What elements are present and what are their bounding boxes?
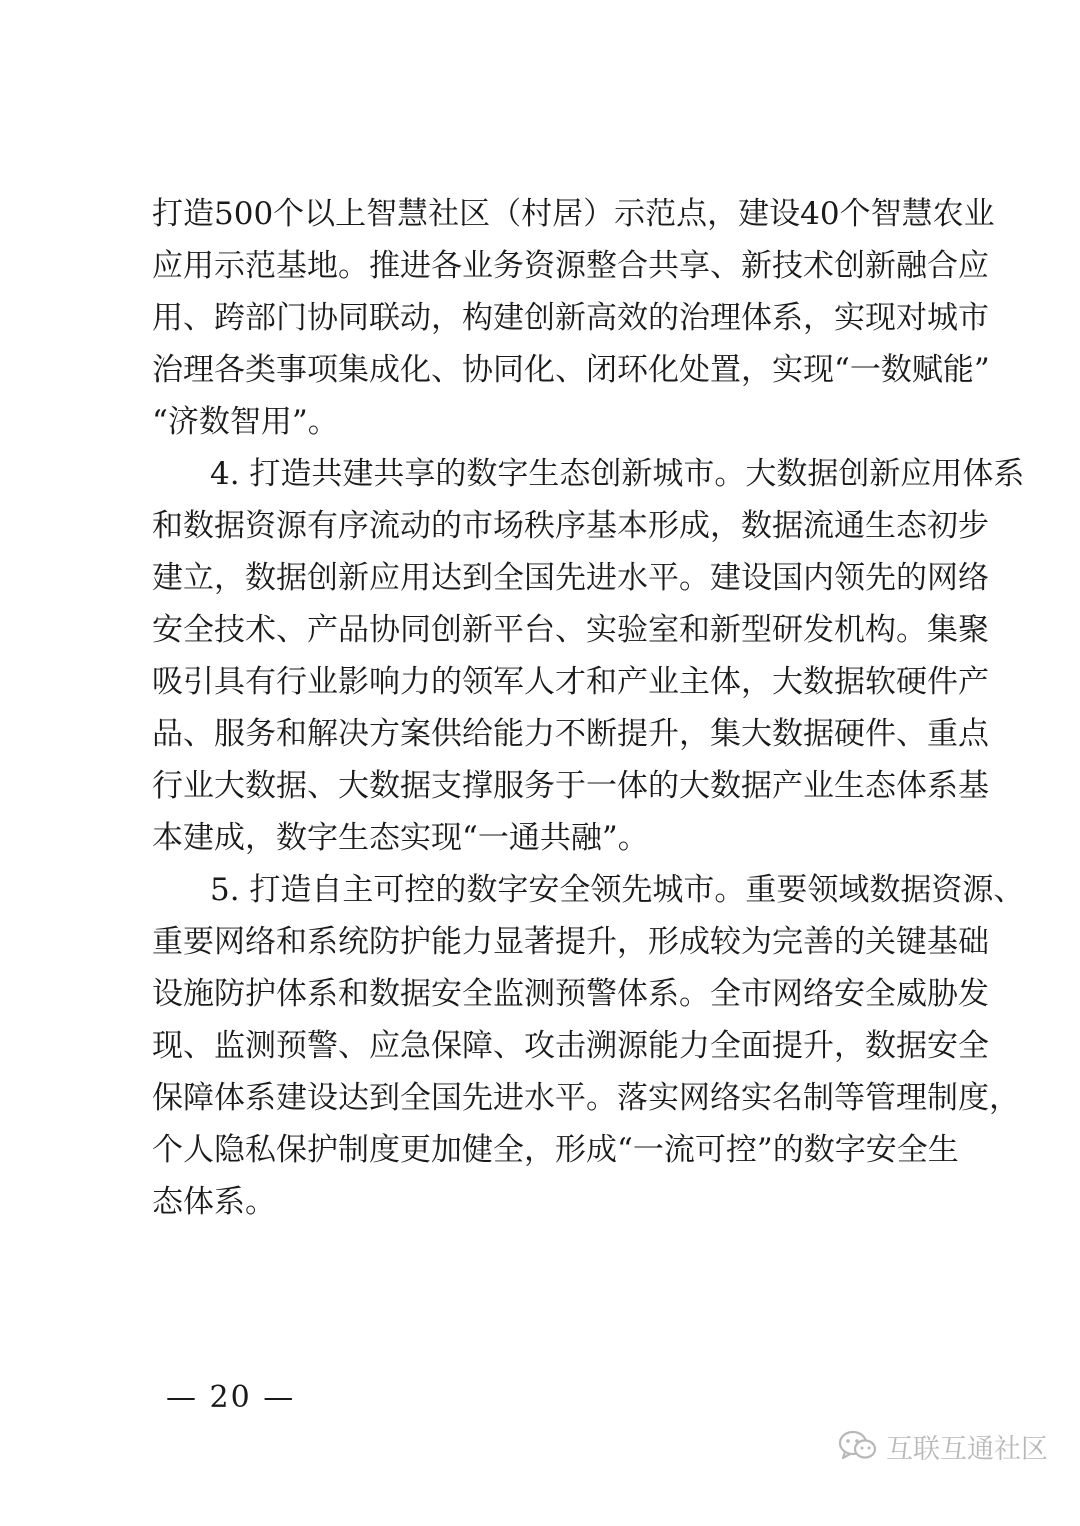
paragraph-line: 保障体系建设达到全国先进水平。落实网络实名制等管理制度，	[152, 1080, 1020, 1116]
paragraph-line: “济数智用”。	[152, 404, 339, 440]
watermark-text: 互联互通社区	[886, 1433, 1048, 1465]
paragraph-line: 行业大数据、大数据支撑服务于一体的大数据产业生态体系基	[152, 768, 989, 804]
wechat-icon	[838, 1430, 878, 1462]
paragraph-line: 打造500个以上智慧社区（村居）示范点，建设40个智慧农业	[152, 196, 995, 232]
paragraph-line: 吸引具有行业影响力的领军人才和产业主体，大数据软硬件产	[152, 664, 989, 700]
paragraph-line: 设施防护体系和数据安全监测预警体系。全市网络安全威胁发	[152, 976, 989, 1012]
page-number: — 20 —	[166, 1380, 296, 1415]
paragraph-line: 个人隐私保护制度更加健全，形成“一流可控”的数字安全生	[152, 1132, 959, 1168]
paragraph-line: 安全技术、产品协同创新平台、实验室和新型研发机构。集聚	[152, 612, 989, 648]
paragraph-line: 本建成，数字生态实现“一通共融”。	[152, 820, 649, 856]
paragraph-line: 重要网络和系统防护能力显著提升，形成较为完善的关键基础	[152, 924, 989, 960]
paragraph-line: 治理各类事项集成化、协同化、闭环化处置，实现“一数赋能”	[152, 352, 990, 388]
paragraph-line: 用、跨部门协同联动，构建创新高效的治理体系，实现对城市	[152, 300, 989, 336]
section-5-heading-line: 5. 打造自主可控的数字安全领先城市。重要领域数据资源、	[210, 872, 1025, 908]
paragraph-line: 和数据资源有序流动的市场秩序基本形成，数据流通生态初步	[152, 508, 989, 544]
paragraph-line: 现、监测预警、应急保障、攻击溯源能力全面提升，数据安全	[152, 1028, 989, 1064]
paragraph-line: 建立，数据创新应用达到全国先进水平。建设国内领先的网络	[152, 560, 989, 596]
watermark	[838, 1426, 1048, 1466]
paragraph-line: 态体系。	[152, 1184, 276, 1220]
paragraph-line: 应用示范基地。推进各业务资源整合共享、新技术创新融合应	[152, 248, 989, 284]
section-4-heading-line: 4. 打造共建共享的数字生态创新城市。大数据创新应用体系	[210, 456, 1025, 492]
paragraph-line: 品、服务和解决方案供给能力不断提升，集大数据硬件、重点	[152, 716, 989, 752]
